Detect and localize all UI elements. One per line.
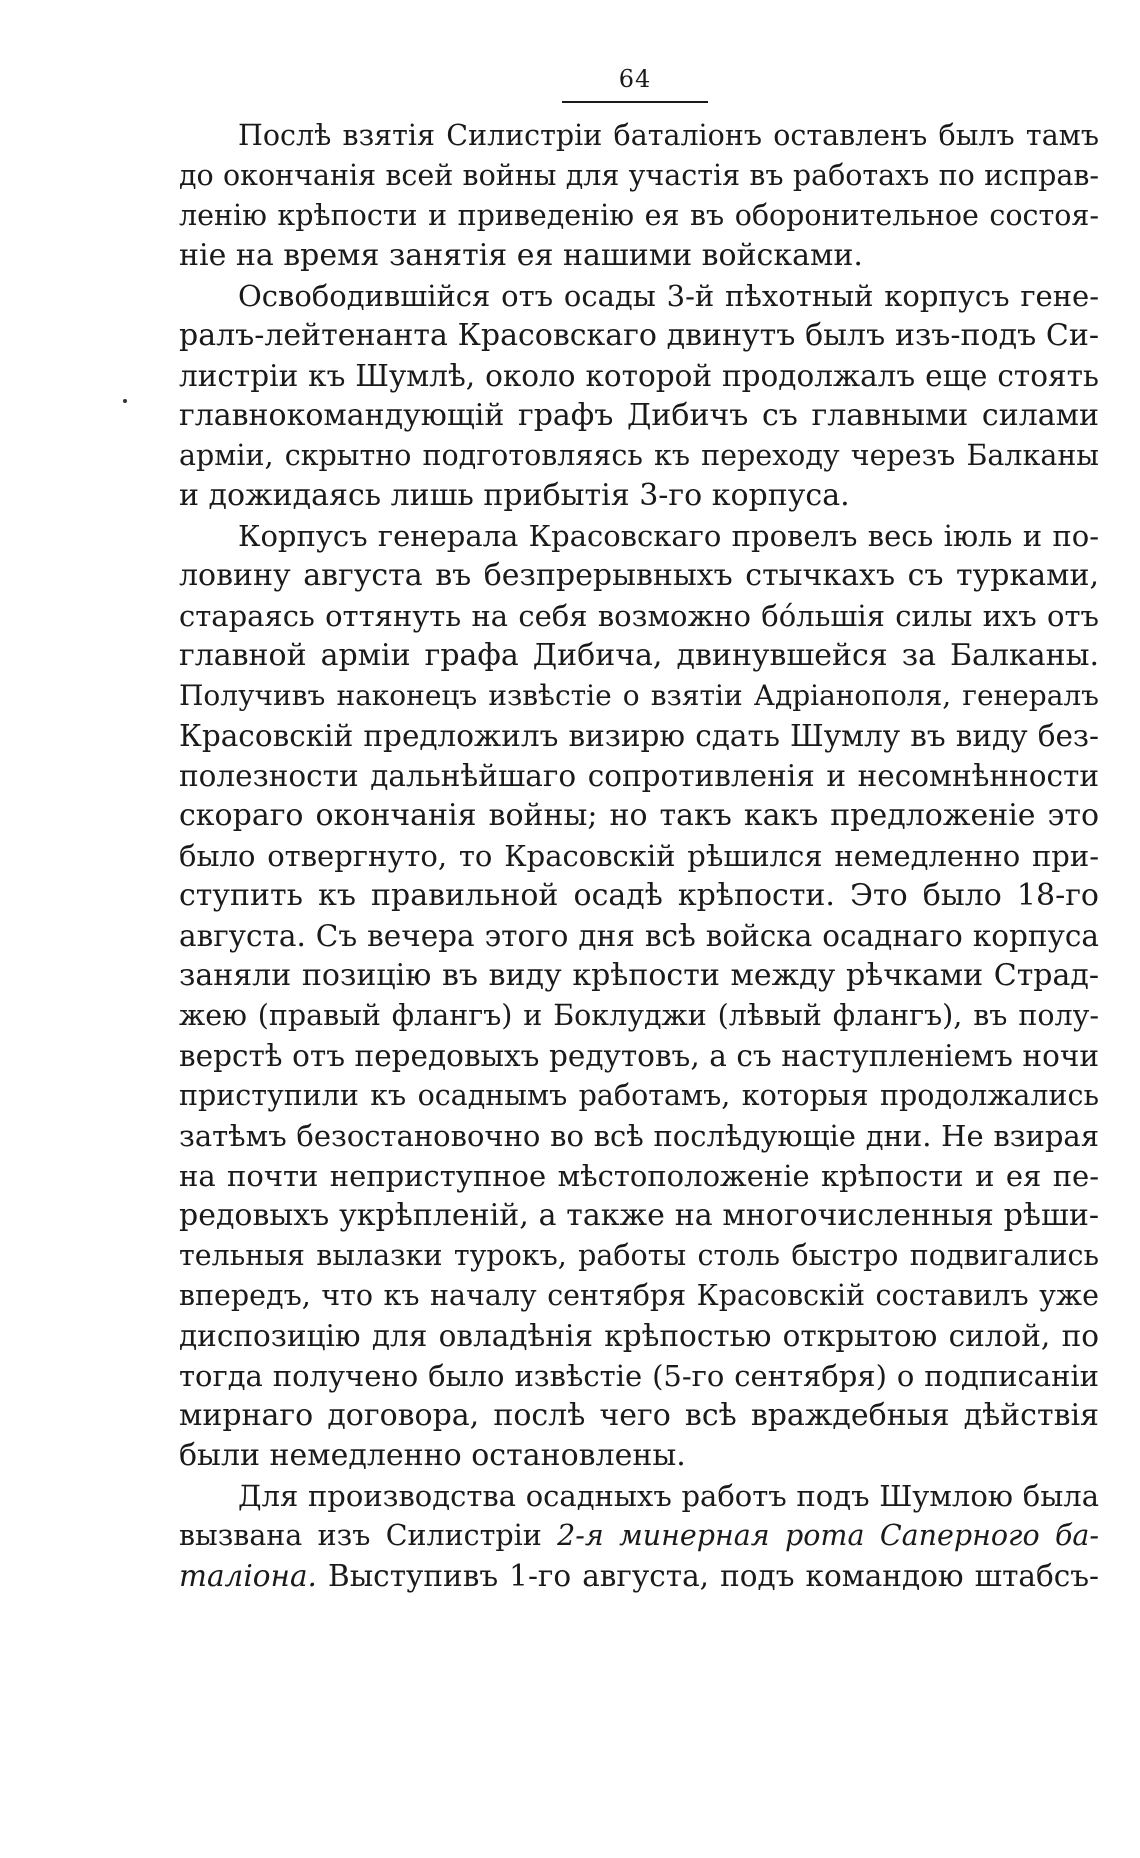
text-line: стараясь оттянуть на себя возможно бóльшія силы ихъ отъ [179,599,1099,633]
text-line: тельныя вылазки турокъ, работы столь быстро подвигались [179,1239,1099,1272]
text-line: Красовскій предложилъ визирю сдать Шумлу въ виду без- [179,719,1099,753]
text-line: заняли позицію въ виду крѣпости между рѣчками Страд- [179,958,1099,993]
italic-unit-name: таліона. [179,1559,317,1593]
text-line: ловину августа въ безпрерывныхъ стычкахъ съ турками, [179,558,1099,593]
ink-speck [123,399,127,403]
text-line: арміи, скрытно подготовляясь къ переходу черезъ Балканы [179,439,1099,472]
text-line: были немедленно остановлены. [179,1438,686,1473]
text-line: полезности дальнѣйшаго сопротивленія и несомнѣнности [179,759,1099,793]
text-line: Послѣ взятія Силистріи баталіонъ оставленъ былъ тамъ [238,119,1099,152]
text-line: августа. Съ вечера этого дня всѣ войска осаднаго корпуса [179,919,1099,953]
text-line: главной арміи графа Дибича, двинувшейся за Балканы. [179,638,1099,673]
text-line: на почти неприступное мѣстоположеніе крѣпости и ея пе- [179,1159,1099,1193]
text-line: Получивъ наконецъ извѣстіе о взятіи Адріанополя, генералъ [179,679,1099,712]
italic-unit-name: 2-я минерная рота Саперного ба- [557,1519,1099,1552]
text-line: ступить къ правильной осадѣ крѣпости. Это было 18-го [179,878,1099,913]
text-line: Освободившійся отъ осады 3-й пѣхотный корпусъ гене- [238,279,1099,313]
text-line: тогда получено было извѣстіе (5-го сентября) о подписаніи [179,1359,1099,1393]
page-number-rule [562,101,708,103]
text-line: листріи къ Шумлѣ, около которой продолжалъ еще стоять [179,359,1099,393]
text-line: мирнаго договора, послѣ чего всѣ враждебныя дѣйствія [179,1398,1099,1433]
text-line: жею (правый флангъ) и Боклуджи (лѣвый флангъ), въ полу- [179,999,1099,1032]
text-line: верстѣ отъ передовыхъ редутовъ, а съ наступленіемъ ночи [179,1039,1099,1073]
text-line: до окончанія всей войны для участія въ работахъ по исправ- [179,159,1099,192]
text-line-mixed [179,1555,1099,1597]
page-number: 64 [618,65,652,93]
text-line: скораго окончанія войны; но такъ какъ предложеніе это [179,798,1099,833]
text-line-mixed [179,1515,1099,1557]
text-line: редовыхъ укрѣпленій, а также на многочисленныя рѣши- [179,1198,1099,1233]
text-line: приступили къ осаднымъ работамъ, которыя продолжались [179,1079,1099,1112]
text-line: Корпусъ генерала Красовскаго провелъ весь іюль и по- [238,519,1099,553]
text-span: Выступивъ 1-го августа, подъ командою штабсъ- [316,1559,1099,1593]
text-line: было отвергнуто, то Красовскій рѣшился немедленно при- [179,839,1099,873]
text-line: ніе на время занятія ея нашими войсками. [179,238,863,273]
text-line: ралъ-лейтенанта Красовскаго двинутъ былъ изъ-подъ Си- [179,318,1099,353]
text-line: главнокомандующій графъ Дибичъ съ главными силами [179,398,1099,433]
text-line: впередъ, что къ началу сентября Красовскій составилъ уже [179,1279,1099,1312]
text-line: ленію крѣпости и приведенію ея въ оборонительное состоя- [179,199,1099,232]
text-span: вызвана изъ Силистріи [179,1519,558,1552]
text-line: диспозицію для овладѣнія крѣпостью открытою силой, по [179,1319,1099,1353]
text-line: Для производства осадныхъ работъ подъ Шумлою была [238,1479,1099,1513]
text-line: затѣмъ безостановочно во всѣ послѣдующіе дни. Не взирая [179,1119,1099,1153]
text-line: и дожидаясь лишь прибытія 3-го корпуса. [179,478,850,513]
